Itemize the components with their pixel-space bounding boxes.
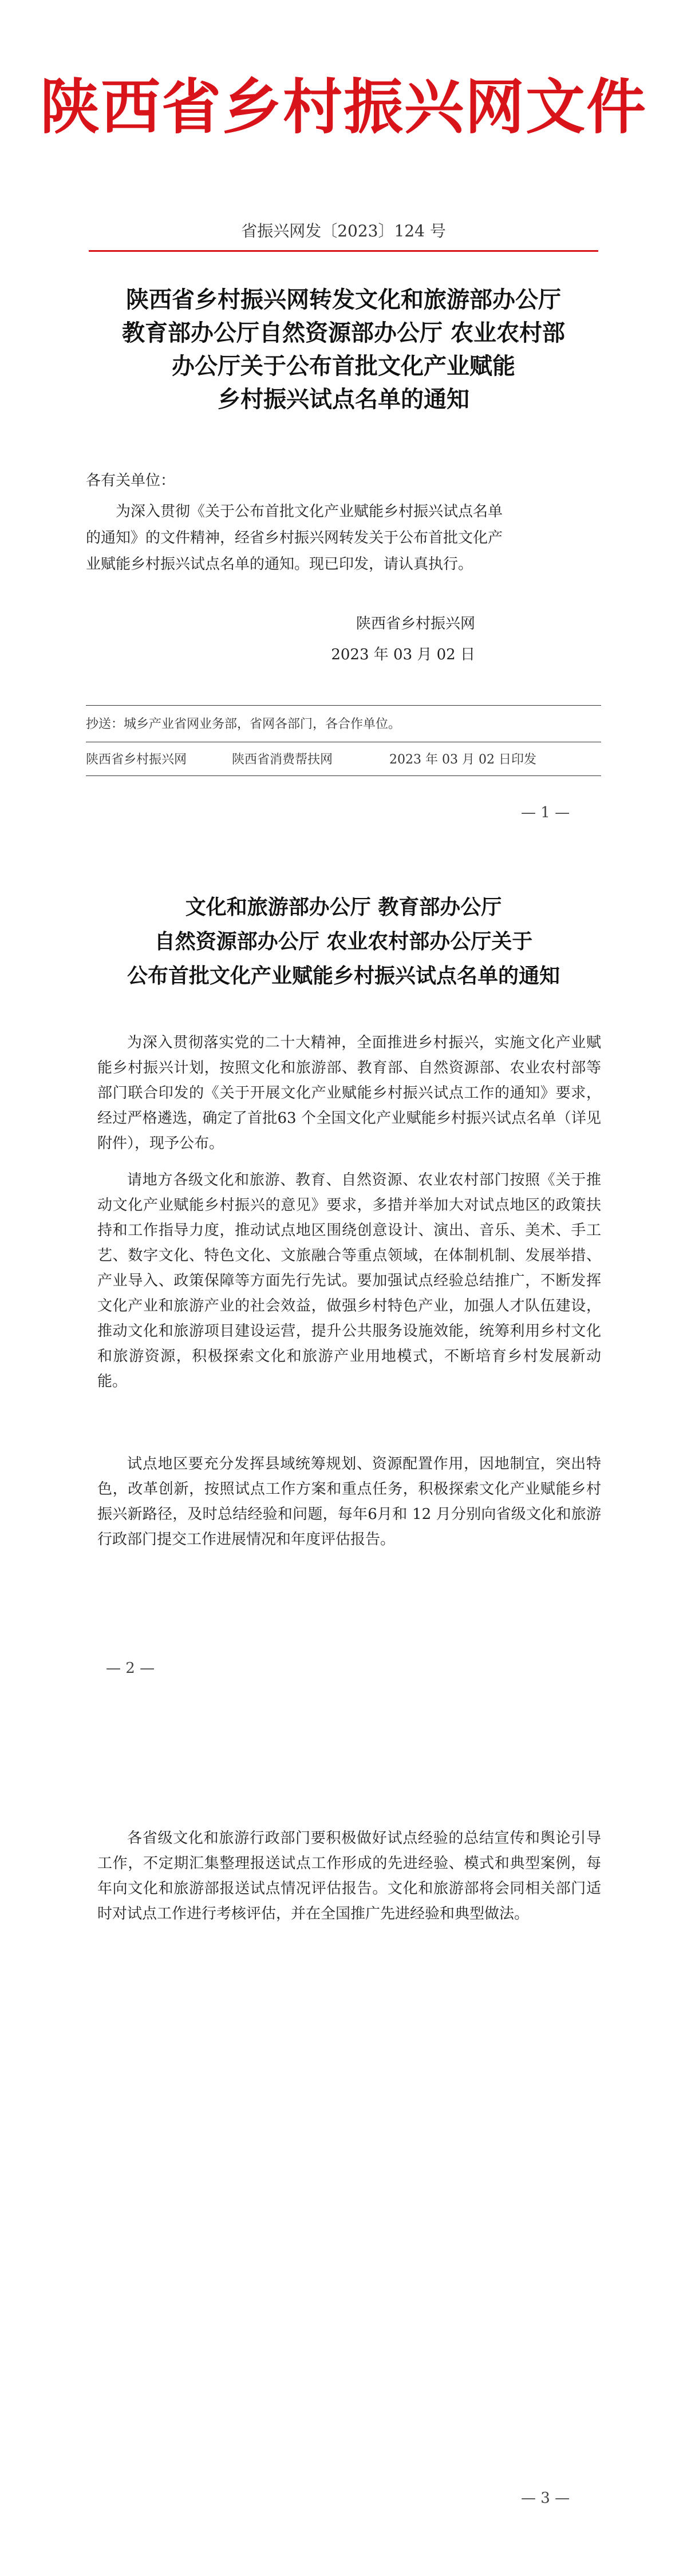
body-paragraph: 为深入贯彻落实党的二十大精神，全面推进乡村振兴，实施文化产业赋能乡村振兴计划，按照文化和旅游部、教育部、自然资源部、农业农村部等部门联合印发的《关于开展文化产业赋能乡村振兴试点工作的通知》要求，经过严格遴选，确定了首批63 个全国文化产业赋能乡村振兴试点名单（详见附件），现予公布。 <box>97 1034 601 1152</box>
body-paragraph: 请地方各级文化和旅游、教育、自然资源、农业农村部门按照《关于推动文化产业赋能乡村振兴的意见》要求，多措并举加大对试点地区的政策扶持和工作指导力度，推动试点地区围绕创意设计、演出、音乐、美术、手工艺、数字文化、特色文化、文旅融合等重点领域，在体制机制、发展举措、产业导入、政策保障等方面先行先试。要加强试点经验总结推广，不断发挥文化产业和旅游产业的社会效益，做强乡村特色产业，加强人才队伍建设，推动文化和旅游项目建设运营，提升公共服务设施效能，统筹利用乡村文化和旅游资源，积极探索文化和旅游产业用地模式，不断培育乡村发展新动能。 <box>97 1172 601 1390</box>
red-divider <box>89 250 598 252</box>
notice-title <box>86 890 601 993</box>
sign-org-1: 陕西省乡村振兴网 <box>86 753 187 767</box>
footer-rule <box>86 775 601 776</box>
sign-org-2: 陕西省消费帮扶网 <box>232 753 333 767</box>
footer-rule <box>86 705 601 706</box>
print-date: 2023 年 03 月 02 日印发 <box>389 753 536 767</box>
cover-title-line: 陕西省乡村振兴网转发文化和旅游部办公厅 <box>126 286 561 313</box>
body-paragraph: 各省级文化和旅游行政部门要积极做好试点经验的总结宣传和舆论引导工作，不定期汇集整理报送试点工作形成的先进经验、模式和典型案例，每年向文化和旅游部报送试点情况评估报告。文化和旅游部将会同相关部门适时对试点工作进行考核评估，并在全国推广先进经验和典型做法。 <box>97 1830 601 1922</box>
notice-title-line: 公布首批文化产业赋能乡村振兴试点名单的通知 <box>127 964 560 988</box>
issue-date: 2023 年 03 月 02 日 <box>331 646 475 663</box>
cover-body-line: 为深入贯彻《关于公布首批文化产业赋能乡村振兴试点名单 <box>116 503 503 520</box>
cc-line: 抄送：城乡产业省网业务部，省网各部门，各合作单位。 <box>86 717 401 731</box>
salutation: 各有关单位： <box>86 472 176 489</box>
cover-title-line: 乡村振兴试点名单的通知 <box>218 386 469 413</box>
cover-title-line: 办公厅关于公布首批文化产业赋能 <box>172 353 515 379</box>
body-paragraph: 试点地区要充分发挥县域统筹规划、资源配置作用，因地制宜，突出特色，改革创新，按照试点工作方案和重点任务，积极探索文化产业赋能乡村振兴新路径，及时总结经验和问题，每年6月和 12 月分别向省级文化和旅游行政部门提交工作进展情况和年度评估报告。 <box>97 1455 601 1548</box>
cover-body-line: 业赋能乡村振兴试点名单的通知。现已印发，请认真执行。 <box>86 556 473 573</box>
page-number: — 3 — <box>521 2490 570 2507</box>
cover-title <box>86 283 601 416</box>
cover-title-line: 教育部办公厅自然资源部办公厅 农业农村部 <box>122 319 565 346</box>
cover-body-line: 的通知》的文件精神，经省乡村振兴网转发关于公布首批文化产 <box>86 529 503 547</box>
issuer-name: 陕西省乡村振兴网 <box>356 615 475 632</box>
document-number: 省振兴网发〔2023〕124 号 <box>241 221 446 240</box>
page-number: — 1 — <box>521 804 570 821</box>
document-masthead: 陕西省乡村振兴网文件 <box>40 72 647 142</box>
notice-title-line: 文化和旅游部办公厅 教育部办公厅 <box>185 895 502 919</box>
page-number: — 2 — <box>106 1660 155 1677</box>
notice-title-line: 自然资源部办公厅 农业农村部办公厅关于 <box>154 929 533 953</box>
